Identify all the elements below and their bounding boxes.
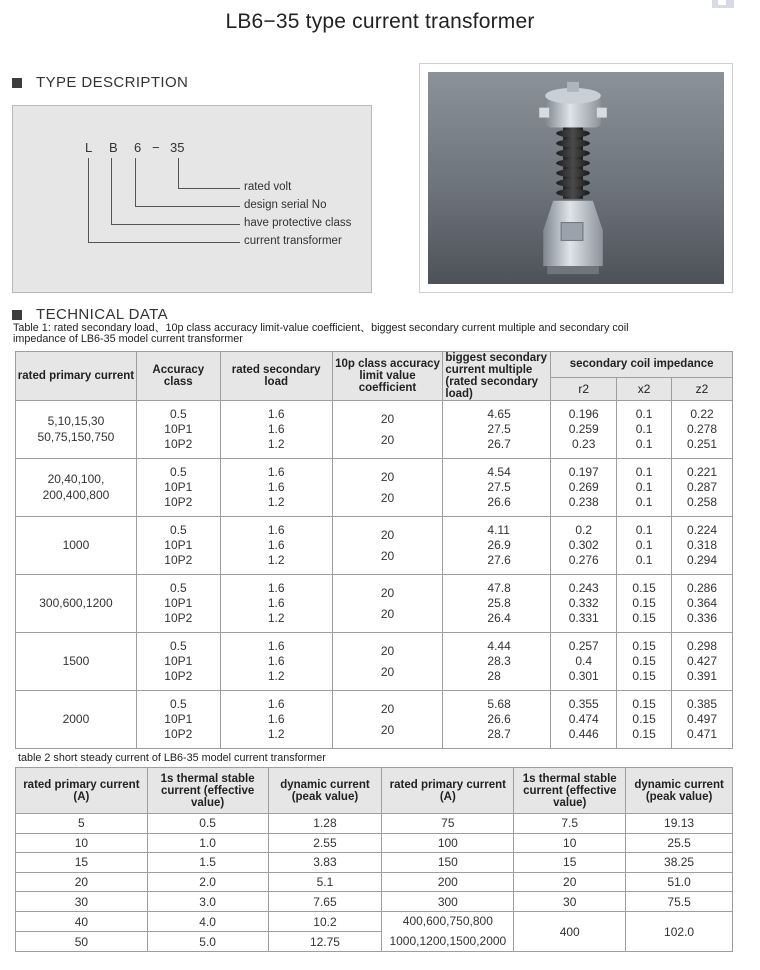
cell-x2: 0.1 0.1 0.1: [617, 459, 672, 517]
leader-line: [135, 158, 136, 206]
cell-thermal-current: 2.0: [147, 872, 268, 892]
cell-z2: 0.298 0.427 0.391: [672, 633, 733, 691]
cell-thermal-current: 4.0: [147, 911, 268, 931]
cell-primary-current: 5: [16, 814, 148, 834]
cell-r2: 0.257 0.4 0.301: [551, 633, 617, 691]
cell-accuracy-class: 0.5 10P1 10P2: [136, 459, 220, 517]
cell-primary-current: 5,10,15,30 50,75,150,750: [16, 401, 137, 459]
cell-secondary-load: 1.6 1.6 1.2: [220, 633, 332, 691]
table-row: [16, 575, 733, 633]
cell-primary-current: 300: [382, 892, 514, 912]
table-row: [16, 833, 733, 853]
cell-limit-coefficient: 20 20: [332, 517, 443, 575]
col-rated-primary-current-a: rated primary current (A): [16, 768, 148, 814]
leader-line: [88, 158, 89, 242]
cell-dynamic-current: 12.75: [268, 932, 382, 952]
cell-primary-current: 20: [16, 872, 148, 892]
cell-x2: 0.15 0.15 0.15: [617, 633, 672, 691]
cell-thermal-current: 20: [514, 872, 626, 892]
cell-z2: 0.286 0.364 0.336: [672, 575, 733, 633]
cell-current-multiple: 5.68 26.6 28.7: [443, 691, 551, 749]
cell-primary-current: 200: [382, 872, 514, 892]
cell-accuracy-class: 0.5 10P1 10P2: [136, 401, 220, 459]
cell-z2: 0.221 0.287 0.258: [672, 459, 733, 517]
cell-r2: 0.2 0.302 0.276: [551, 517, 617, 575]
cell-primary-current: 1000: [16, 517, 137, 575]
cell-r2: 0.243 0.332 0.331: [551, 575, 617, 633]
cell-current-multiple: 47.8 25.8 26.4: [443, 575, 551, 633]
cell-secondary-load: 1.6 1.6 1.2: [220, 575, 332, 633]
cell-dynamic-current: 1.28: [268, 814, 382, 834]
cell-secondary-load: 1.6 1.6 1.2: [220, 401, 332, 459]
cell-secondary-load: 1.6 1.6 1.2: [220, 517, 332, 575]
col-dynamic-current: dynamic current (peak value): [268, 768, 382, 814]
type-code-l: L: [85, 140, 93, 155]
cell-primary-current: 2000: [16, 691, 137, 749]
cell-x2: 0.1 0.1 0.1: [617, 517, 672, 575]
type-label-design-serial: design serial No: [244, 199, 327, 211]
cell-primary-current: 30: [16, 892, 148, 912]
col-secondary-coil-impedance: secondary coil impedance: [551, 352, 733, 378]
table-row: [16, 911, 733, 931]
technical-data-label: TECHNICAL DATA: [36, 306, 169, 323]
cell-dynamic-current: 38.25: [626, 853, 733, 873]
cell-dynamic-current: 5.1: [268, 872, 382, 892]
table-row: [16, 872, 733, 892]
technical-data-table: [15, 351, 733, 749]
cell-z2: 0.224 0.318 0.294: [672, 517, 733, 575]
cell-accuracy-class: 0.5 10P1 10P2: [136, 575, 220, 633]
leader-line: [178, 158, 179, 188]
cell-thermal-current: 7.5: [514, 814, 626, 834]
cell-dynamic-current: 2.55: [268, 833, 382, 853]
cell-current-multiple: 4.54 27.5 26.6: [443, 459, 551, 517]
cell-dynamic-current: 25.5: [626, 833, 733, 853]
cell-thermal-current: 1.0: [147, 833, 268, 853]
table1-caption-line1: Table 1: rated secondary load、10p class accuracy limit-value coefficient、biggest secondary current multiple and secondary coil: [13, 322, 629, 334]
cell-current-multiple: 4.65 27.5 26.7: [443, 401, 551, 459]
cell-dynamic-current: 3.83: [268, 853, 382, 873]
type-code-dash: −: [152, 140, 160, 155]
square-bullet-icon: [12, 78, 22, 88]
cell-thermal-current: 3.0: [147, 892, 268, 912]
short-steady-current-table: [15, 767, 733, 952]
cell-primary-current: 300,600,1200: [16, 575, 137, 633]
type-label-protective-class: have protective class: [244, 217, 352, 229]
cell-primary-current: 50: [16, 932, 148, 952]
col-accuracy-class: Accuracy class: [136, 352, 220, 401]
current-transformer-photo: [419, 63, 733, 293]
cell-accuracy-class: 0.5 10P1 10P2: [136, 691, 220, 749]
cell-limit-coefficient: 20 20: [332, 575, 443, 633]
cell-dynamic-current: 75.5: [626, 892, 733, 912]
cell-thermal-current: 30: [514, 892, 626, 912]
cell-current-multiple: 4.11 26.9 27.6: [443, 517, 551, 575]
cell-dynamic-current: 102.0: [626, 911, 733, 951]
cell-primary-current: 1500: [16, 633, 137, 691]
cell-z2: 0.22 0.278 0.251: [672, 401, 733, 459]
cell-primary-current: 10: [16, 833, 148, 853]
cell-accuracy-class: 0.5 10P1 10P2: [136, 633, 220, 691]
table-row: [16, 814, 733, 834]
col-thermal-stable-current: 1s thermal stable current (effective value): [514, 768, 626, 814]
type-description-label: TYPE DESCRIPTION: [36, 74, 189, 91]
cell-limit-coefficient: 20 20: [332, 633, 443, 691]
cell-primary-current: 150: [382, 853, 514, 873]
cell-secondary-load: 1.6 1.6 1.2: [220, 691, 332, 749]
col-rated-primary-current-a: rated primary current (A): [382, 768, 514, 814]
cell-thermal-current: 1.5: [147, 853, 268, 873]
table-row: [16, 401, 733, 459]
type-label-current-transformer: current transformer: [244, 235, 342, 247]
cell-x2: 0.15 0.15 0.15: [617, 575, 672, 633]
square-bullet-icon: [12, 310, 22, 320]
cell-dynamic-current: 7.65: [268, 892, 382, 912]
cell-dynamic-current: 51.0: [626, 872, 733, 892]
cell-r2: 0.196 0.259 0.23: [551, 401, 617, 459]
cell-primary-current: 40: [16, 911, 148, 931]
cell-thermal-current: 0.5: [147, 814, 268, 834]
cell-thermal-current: 15: [514, 853, 626, 873]
cell-thermal-current: 5.0: [147, 932, 268, 952]
type-code-number: 6: [134, 140, 142, 155]
cell-r2: 0.197 0.269 0.238: [551, 459, 617, 517]
cell-limit-coefficient: 20 20: [332, 401, 443, 459]
leader-line: [111, 158, 112, 224]
type-code-volt: 35: [170, 140, 185, 155]
col-biggest-secondary-current: biggest secondary current multiple (rated secondary load): [443, 352, 551, 401]
cell-secondary-load: 1.6 1.6 1.2: [220, 459, 332, 517]
leader-line: [135, 206, 240, 207]
cell-primary-current: 400,600,750,800 1000,1200,1500,2000: [382, 911, 514, 951]
cell-limit-coefficient: 20 20: [332, 691, 443, 749]
technical-data-heading: [12, 306, 168, 323]
col-thermal-stable-current: 1s thermal stable current (effective value): [147, 768, 268, 814]
type-code-b: B: [109, 140, 118, 155]
transformer-illustration-icon: [428, 72, 724, 284]
col-rated-primary-current: rated primary current: [16, 352, 137, 401]
page-title: LB6−35 type current transformer: [225, 10, 535, 33]
table-row: [16, 517, 733, 575]
table-row: [16, 633, 733, 691]
col-r2: r2: [551, 377, 617, 400]
table-row: [16, 691, 733, 749]
type-description-heading: [12, 74, 188, 91]
cell-primary-current: 100: [382, 833, 514, 853]
cell-z2: 0.385 0.497 0.471: [672, 691, 733, 749]
table-row: [16, 853, 733, 873]
leader-line: [111, 224, 240, 225]
col-rated-secondary-load: rated secondary load: [220, 352, 332, 401]
cell-x2: 0.15 0.15 0.15: [617, 691, 672, 749]
table-row: [16, 459, 733, 517]
leader-line: [88, 242, 240, 243]
col-accuracy-limit-coefficient: 10p class accuracy limit value coefficient: [332, 352, 443, 401]
cell-accuracy-class: 0.5 10P1 10P2: [136, 517, 220, 575]
leader-line: [178, 188, 240, 189]
table-row: [16, 892, 733, 912]
col-dynamic-current: dynamic current (peak value): [626, 768, 733, 814]
table1-caption-line2: impedance of LB6-35 model current transformer: [13, 333, 243, 345]
cell-x2: 0.1 0.1 0.1: [617, 401, 672, 459]
corner-decoration: [712, 0, 734, 8]
col-x2: x2: [617, 377, 672, 400]
cell-primary-current: 15: [16, 853, 148, 873]
col-z2: z2: [672, 377, 733, 400]
cell-primary-current: 20,40,100, 200,400,800: [16, 459, 137, 517]
cell-thermal-current: 10: [514, 833, 626, 853]
cell-r2: 0.355 0.474 0.446: [551, 691, 617, 749]
cell-current-multiple: 4.44 28.3 28: [443, 633, 551, 691]
cell-thermal-current: 400: [514, 911, 626, 951]
cell-dynamic-current: 19.13: [626, 814, 733, 834]
cell-limit-coefficient: 20 20: [332, 459, 443, 517]
table2-caption: table 2 short steady current of LB6-35 model current transformer: [18, 752, 326, 764]
cell-primary-current: 75: [382, 814, 514, 834]
type-label-rated-volt: rated volt: [244, 181, 292, 193]
type-description-box: [12, 105, 372, 293]
cell-dynamic-current: 10.2: [268, 911, 382, 931]
